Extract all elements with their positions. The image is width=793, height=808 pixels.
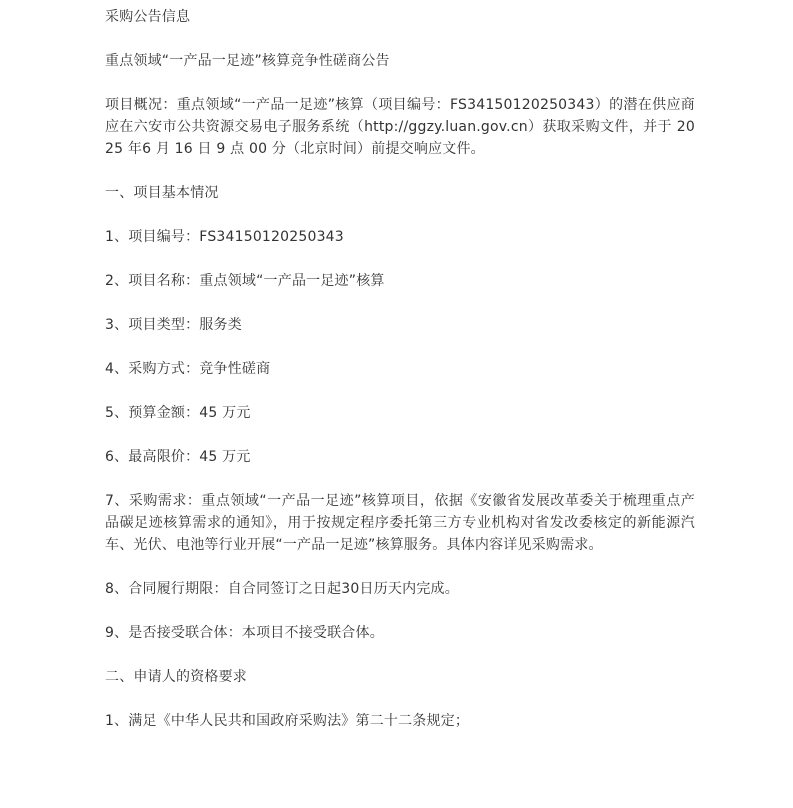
item-consortium: 9、是否接受联合体：本项目不接受联合体。 [105, 625, 384, 641]
item-procurement-method: 4、采购方式：竞争性磋商 [105, 361, 271, 377]
section-heading-qualifications: 二、申请人的资格要求 [105, 669, 247, 685]
announcement-title: 重点领域“一产品一足迹”核算竞争性磋商公告 [105, 53, 390, 69]
procurement-announcement [105, 6, 695, 754]
item-project-number: 1、项目编号：FS34150120250343 [105, 229, 344, 245]
project-overview: 项目概况：重点领域“一产品一足迹”核算（项目编号：FS34150120250343）的潜在供应商应在六安市公共资源交易电子服务系统（http://ggzy.luan.gov.cn）获取采购文件，并于 2025 年6 月 16 日 9 点 00 分（北京时间）前提交响应文件。 [105, 97, 695, 157]
item-budget-amount: 5、预算金额：45 万元 [105, 405, 251, 421]
item-procurement-requirements: 7、采购需求：重点领域“一产品一足迹”核算项目，依据《安徽省发展改革委关于梳理重点产品碳足迹核算需求的通知》，用于按规定程序委托第三方专业机构对省发改委核定的新能源汽车、光伏、电池等行业开展“一产品一足迹”核算服务。具体内容详见采购需求。 [105, 493, 695, 553]
announcement-header: 采购公告信息 [105, 9, 191, 25]
item-qualification-1: 1、满足《中华人民共和国政府采购法》第二十二条规定； [105, 713, 470, 729]
section-heading-basic-info: 一、项目基本情况 [105, 185, 219, 201]
item-project-name: 2、项目名称：重点领域“一产品一足迹”核算 [105, 273, 385, 289]
item-contract-period: 8、合同履行期限：自合同签订之日起30日历天内完成。 [105, 581, 459, 597]
item-project-type: 3、项目类型：服务类 [105, 317, 242, 333]
item-max-price: 6、最高限价：45 万元 [105, 449, 251, 465]
